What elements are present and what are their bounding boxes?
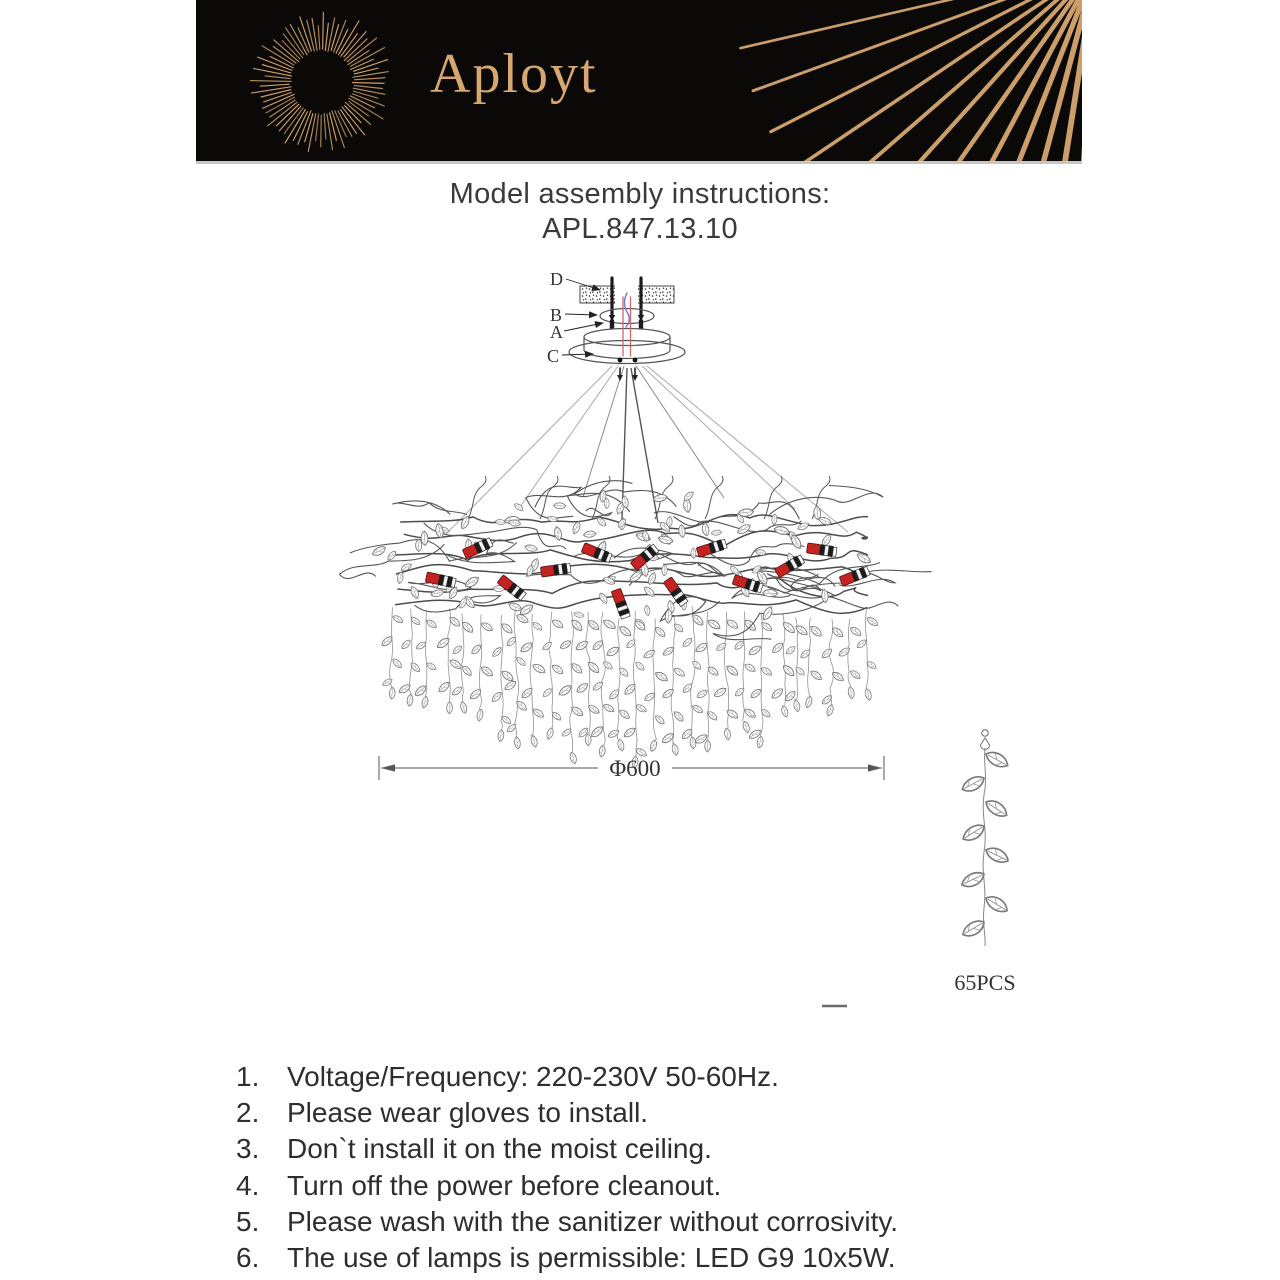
item-number: 3.: [236, 1133, 260, 1165]
brand-name: Aployt: [430, 43, 598, 105]
instructions-list: [236, 1059, 1096, 1276]
dimension-line: [379, 756, 884, 781]
item-text: Turn off the power before cleanout.: [287, 1169, 722, 1201]
instruction-item: [236, 1059, 1096, 1095]
model-number: APL.847.13.10: [542, 213, 738, 245]
label-a: A: [550, 322, 563, 342]
label-c: C: [547, 346, 560, 366]
item-number: 4.: [236, 1169, 260, 1201]
instruction-item: [236, 1095, 1096, 1131]
item-number: 2.: [236, 1097, 260, 1129]
instruction-item: [236, 1131, 1096, 1167]
item-number: 1.: [236, 1061, 260, 1092]
item-text: Please wash with the sanitizer without corrosivity.: [287, 1205, 899, 1237]
ceiling-mount-diagram: [569, 278, 685, 381]
strand-hook: [981, 738, 990, 750]
instruction-item: [236, 1240, 1096, 1276]
item-number: 6.: [236, 1242, 260, 1274]
suspension-cables: [446, 366, 848, 534]
label-b: B: [550, 305, 563, 325]
instructions-title: Model assembly instructions:: [449, 178, 831, 210]
item-text: Don`t install it on the moist ceiling.: [287, 1133, 712, 1165]
item-text: Voltage/Frequency: 220-230V 50-60Hz.: [287, 1061, 779, 1092]
dimension-label: Φ600: [609, 756, 661, 781]
spare-strand: [954, 730, 1015, 995]
mount-labels: [547, 269, 603, 366]
label-d: D: [550, 269, 563, 289]
crystal-strands: [380, 606, 879, 768]
spare-count-label: 65PCS: [954, 970, 1016, 995]
instruction-item: [236, 1168, 1096, 1204]
item-text: Please wear gloves to install.: [287, 1097, 649, 1129]
instruction-item: [236, 1204, 1096, 1240]
item-text: The use of lamps is permissible: LED G9 10x5W.: [287, 1242, 896, 1274]
item-number: 5.: [236, 1205, 260, 1237]
canopy: [584, 329, 670, 346]
